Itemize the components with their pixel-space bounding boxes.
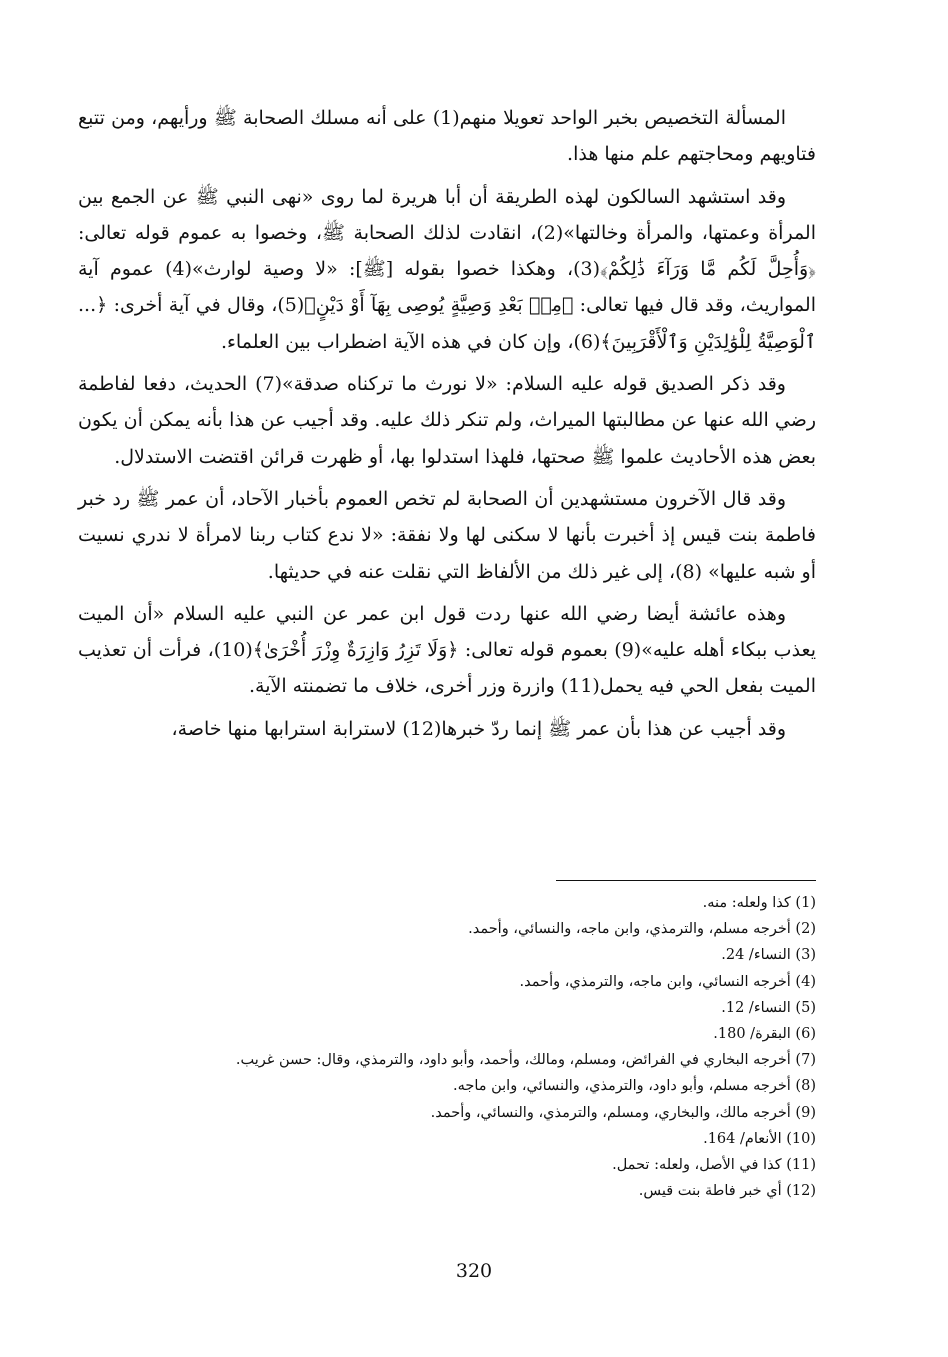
footnote-separator [556,880,816,881]
footnote-6: (6) البقرة/ 180. [713,1026,816,1043]
paragraph-6: وقد أجيب عن هذا بأن عمر ﷺ إنما ردّ خبرها(12) لاسترابة استرابها منها خاصة، [171,717,786,740]
footnote-10: (10) الأنعام/ 164. [703,1130,816,1147]
footnote-9: (9) أخرجه مالك، والبخاري، ومسلم، والترمذي، والنسائي، وأحمد. [430,1104,816,1121]
paragraph-4: وقد قال الآخرون مستشهدين أن الصحابة لم تخص العموم بأخبار الآحاد، أن عمر ﷺ رد خبر فاطمة بنت قيس إذ أخبرت بأنها لا سكنى لها ولا نفقة: «لا ندع كتاب ربنا لامرأة لا ندري نسيت أو شبه عليها» (8)، إلى غير ذلك من الألفاظ التي نقلت عنه في حديثها. [78,487,816,583]
paragraph-5: وهذه عائشة أيضا رضي الله عنها ردت قول ابن عمر عن النبي عليه السلام «أن الميت يعذب ببكاء أهله عليه»(9) بعموم قوله تعالى: ﴿وَلَا تَزِرُ وَازِرَةٌ وِزْرَ أُخْرَىٰ﴾(10)، فرأت أن تعذيب الميت بفعل الحي فيه يحمل(11) وازرة وزر أخرى، خلاف ما تضمنته الآية. [78,602,817,698]
paragraph-2: وقد استشهد السالكون لهذه الطريقة أن أبا هريرة لما روى «نهى النبي ﷺ عن الجمع بين المرأة وعمتها، والمرأة وخالتها»(2)، انقادت لذلك الصحابة ﷺ، وخصوا به عموم قوله تعالى: ﴿وَأُحِلَّ لَكُم مَّا وَرَآءَ ذَٰلِكُمْ﴾(3)، وهكذا خصوا بقوله [ﷺ]: «لا وصية لوارث»(4) عموم آية المواريث، وقد قال فيها تعالى: ﴿مِنۢ بَعْدِ وَصِيَّةٍ يُوصِى بِهَآ أَوْ دَيْنٍ﴾(5)، وقال في آية أخرى: ﴿... ٱلْوَصِيَّةُ لِلْوَٰلِدَيْنِ وَٱلْأَقْرَبِينَ﴾(6)، وإن كان في هذه الآية اضطراب بين العلماء. [78,185,816,353]
page-number: 320 [455,1260,493,1282]
footnotes [100,890,816,1204]
footnote-5: (5) النساء/ 12. [721,999,816,1016]
paragraph-3: وقد ذكر الصديق قوله عليه السلام: «لا نورث ما تركناه صدقة»(7) الحديث، دفعا لفاطمة رضي الله عنها عن مطالبتها الميراث، ولم تنكر ذلك عليه. وقد أجيب عن هذا بأنه يمكن أن يكون بعض هذه الأحاديث علموا ﷺ صحتها، فلهذا استدلوا بها، أو ظهرت قرائن اقتضت الاستدلال. [78,373,816,468]
main-text [78,100,816,753]
footnote-7: (7) أخرجه البخاري في الفرائض، ومسلم، ومالك، وأحمد، وأبو داود، والترمذي، وقال: حسن غريب. [235,1052,816,1069]
footnote-2: (2) أخرجه مسلم، والترمذي، وابن ماجه، والنسائي، وأحمد. [468,921,816,938]
footnote-4: (4) أخرجه النسائي، وابن ماجه، والترمذي، وأحمد. [519,973,816,990]
paragraph-1: المسألة التخصيص بخبر الواحد تعويلا منهم(1) على أنه مسلك الصحابة ﷺ ورأيهم، ومن تتبع فتاويهم ومحاجتهم علم منها هذا. [78,107,816,166]
footnote-1: (1) كذا ولعله: منه. [702,895,816,911]
footnote-3: (3) النساء/ 24. [721,947,816,964]
footnote-11: (11) كذا في الأصل، ولعله: تحمل. [612,1157,816,1174]
footnote-8: (8) أخرجه مسلم، وأبو داود، والترمذي، والنسائي، وابن ماجه. [452,1078,816,1095]
footnote-12: (12) أي خبر فاطة بنت قيس. [638,1183,816,1200]
